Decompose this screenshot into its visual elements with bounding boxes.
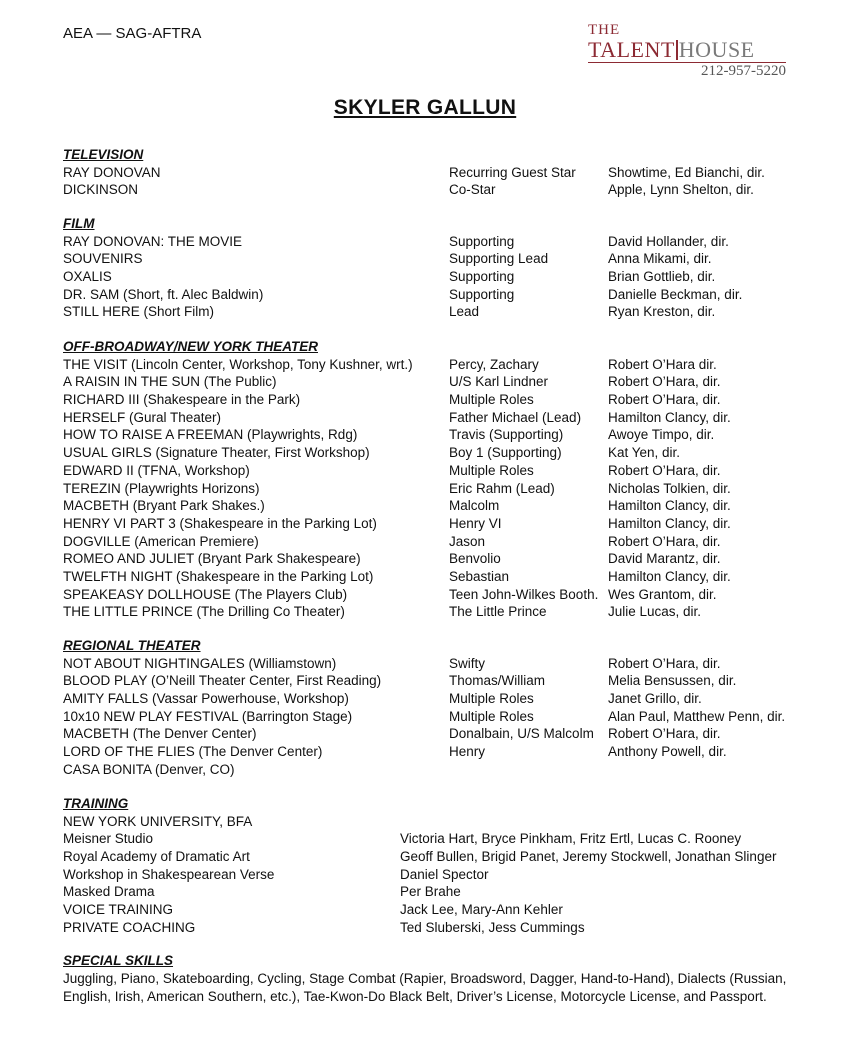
training-instructors: Jack Lee, Mary-Ann Kehler <box>400 902 563 918</box>
credit-row <box>63 655 793 673</box>
credit-title: RICHARD III (Shakespeare in the Park) <box>63 392 301 408</box>
training-instructors: Daniel Spector <box>400 866 489 882</box>
credit-row <box>63 761 793 779</box>
credit-director: Showtime, Ed Bianchi, dir. <box>608 164 765 180</box>
credit-role: Jason <box>449 533 486 549</box>
credit-row <box>63 426 793 444</box>
union-affiliations: AEA — SAG-AFTRA <box>63 25 202 42</box>
credit-director: David Marantz, dir. <box>608 551 721 567</box>
credit-role: Co-Star <box>449 182 496 198</box>
section-off-broadway <box>63 338 793 621</box>
training-program: PRIVATE COACHING <box>63 919 196 935</box>
credit-row <box>63 373 793 391</box>
training-row <box>63 866 793 884</box>
credit-role: Teen John-Wilkes Booth. <box>449 586 599 602</box>
credit-director: Wes Grantom, dir. <box>608 586 717 602</box>
credit-director: Robert O’Hara, dir. <box>608 533 721 549</box>
credit-role: Multiple Roles <box>449 392 534 408</box>
credit-role: Multiple Roles <box>449 708 534 724</box>
credit-role: Supporting <box>449 233 515 249</box>
credit-director: Robert O’Hara, dir. <box>608 655 721 671</box>
training-program: Meisner Studio <box>63 831 154 847</box>
logo-underline <box>588 62 786 63</box>
section-title: SPECIAL SKILLS <box>63 953 174 968</box>
credit-title: SOUVENIRS <box>63 251 143 267</box>
credit-list <box>63 164 793 199</box>
credit-director: Hamilton Clancy, dir. <box>608 568 731 584</box>
credit-title: DR. SAM (Short, ft. Alec Baldwin) <box>63 286 264 302</box>
section-television <box>63 146 793 199</box>
credit-director: Hamilton Clancy, dir. <box>608 409 731 425</box>
training-program: Workshop in Shakespearean Verse <box>63 866 275 882</box>
credit-title: MACBETH (The Denver Center) <box>63 726 257 742</box>
credit-row <box>63 444 793 462</box>
credit-title: HOW TO RAISE A FREEMAN (Playwrights, Rdg) <box>63 427 358 443</box>
actor-name: SKYLER GALLUN <box>333 96 517 119</box>
credit-row <box>63 268 793 286</box>
credit-role: Thomas/William <box>449 673 546 689</box>
credit-row <box>63 708 793 726</box>
credit-director: Brian Gottlieb, dir. <box>608 269 716 285</box>
credit-director: Julie Lucas, dir. <box>608 604 702 620</box>
credit-role: Multiple Roles <box>449 691 534 707</box>
credit-row <box>63 250 793 268</box>
training-row <box>63 813 793 831</box>
credit-director: David Hollander, dir. <box>608 233 729 249</box>
credit-row <box>63 533 793 551</box>
credit-list <box>63 356 793 621</box>
credit-title: HERSELF (Gural Theater) <box>63 409 222 425</box>
training-program: VOICE TRAINING <box>63 902 174 918</box>
credit-row <box>63 181 793 199</box>
credit-title: NOT ABOUT NIGHTINGALES (Williamstown) <box>63 655 337 671</box>
credit-title: HENRY VI PART 3 (Shakespeare in the Parking Lot) <box>63 515 377 531</box>
credit-title: RAY DONOVAN: THE MOVIE <box>63 233 243 249</box>
training-row <box>63 901 793 919</box>
credit-role: The Little Prince <box>449 604 547 620</box>
agency-logo-house: HOUSE <box>678 37 755 62</box>
credit-title: DICKINSON <box>63 182 139 198</box>
training-program: NEW YORK UNIVERSITY, BFA <box>63 813 253 829</box>
credit-director: Robert O’Hara dir. <box>608 356 717 372</box>
credit-director: Robert O’Hara, dir. <box>608 462 721 478</box>
credit-director: Apple, Lynn Shelton, dir. <box>608 182 754 198</box>
credit-role: Henry VI <box>449 515 502 531</box>
credit-director: Robert O’Hara, dir. <box>608 726 721 742</box>
credit-title: TEREZIN (Playwrights Horizons) <box>63 480 260 496</box>
credit-title: STILL HERE (Short Film) <box>63 304 215 320</box>
credit-list <box>63 655 793 779</box>
agency-logo-talent: TALENT <box>588 37 675 62</box>
training-row <box>63 919 793 937</box>
credit-role: Benvolio <box>449 551 501 567</box>
credit-title: ROMEO AND JULIET (Bryant Park Shakespeare) <box>63 551 361 567</box>
credit-row <box>63 409 793 427</box>
special-skills-text: Juggling, Piano, Skateboarding, Cycling, Stage Combat (Rapier, Broadsword, Dagger, Hand-to-Hand), Dialects (Russian, English, Irish, American Southern, etc.), Tae-Kwon-Do Black Belt, Driver’s License, Motorcycle License, and Passport. <box>63 970 787 1004</box>
training-row <box>63 883 793 901</box>
credit-role: Travis (Supporting) <box>449 427 564 443</box>
credit-row <box>63 725 793 743</box>
credit-director: Hamilton Clancy, dir. <box>608 498 731 514</box>
section-film <box>63 215 793 321</box>
credit-row <box>63 286 793 304</box>
training-row <box>63 848 793 866</box>
credit-row <box>63 515 793 533</box>
credit-row <box>63 690 793 708</box>
credit-role: Supporting Lead <box>449 251 549 267</box>
credit-role: Father Michael (Lead) <box>449 409 582 425</box>
credit-title: EDWARD II (TFNA, Workshop) <box>63 462 250 478</box>
training-row <box>63 830 793 848</box>
credit-title: USUAL GIRLS (Signature Theater, First Workshop) <box>63 445 370 461</box>
credit-title: CASA BONITA (Denver, CO) <box>63 761 235 777</box>
credit-role: Percy, Zachary <box>449 356 539 372</box>
credit-title: A RAISIN IN THE SUN (The Public) <box>63 374 277 390</box>
credit-director: Awoye Timpo, dir. <box>608 427 715 443</box>
credit-role: Donalbain, U/S Malcolm <box>449 726 594 742</box>
credit-title: SPEAKEASY DOLLHOUSE (The Players Club) <box>63 586 348 602</box>
credit-row <box>63 356 793 374</box>
section-training <box>63 795 793 937</box>
credit-row <box>63 480 793 498</box>
credit-list <box>63 233 793 321</box>
training-instructors: Ted Sluberski, Jess Cummings <box>400 919 585 935</box>
credit-row <box>63 550 793 568</box>
credit-role: Malcolm <box>449 498 500 514</box>
credit-director: Anthony Powell, dir. <box>608 744 727 760</box>
credit-role: Multiple Roles <box>449 462 534 478</box>
credit-row <box>63 391 793 409</box>
credit-title: MACBETH (Bryant Park Shakes.) <box>63 498 265 514</box>
section-title: FILM <box>63 216 95 231</box>
training-instructors: Per Brahe <box>400 884 461 900</box>
training-instructors: Victoria Hart, Bryce Pinkham, Fritz Ertl, Lucas C. Rooney <box>400 831 742 847</box>
credit-director: Robert O’Hara, dir. <box>608 392 721 408</box>
credit-director: Hamilton Clancy, dir. <box>608 515 731 531</box>
credit-title: BLOOD PLAY (O’Neill Theater Center, First Reading) <box>63 673 382 689</box>
credit-row <box>63 233 793 251</box>
agency-logo-wordmark <box>588 38 788 62</box>
credit-director: Robert O’Hara, dir. <box>608 374 721 390</box>
agency-logo-the: THE <box>588 22 621 38</box>
training-program: Royal Academy of Dramatic Art <box>63 849 250 865</box>
credit-title: AMITY FALLS (Vassar Powerhouse, Workshop) <box>63 691 349 707</box>
credit-title: THE VISIT (Lincoln Center, Workshop, Tony Kushner, wrt.) <box>63 356 413 372</box>
credit-director: Ryan Kreston, dir. <box>608 304 716 320</box>
credit-title: LORD OF THE FLIES (The Denver Center) <box>63 744 323 760</box>
agency-phone: 212-957-5220 <box>701 63 786 79</box>
credit-role: Sebastian <box>449 568 510 584</box>
credit-role: U/S Karl Lindner <box>449 374 549 390</box>
credit-role: Lead <box>449 304 480 320</box>
credit-director: Anna Mikami, dir. <box>608 251 712 267</box>
training-list <box>63 813 793 937</box>
credit-row <box>63 586 793 604</box>
credit-director: Alan Paul, Matthew Penn, dir. <box>608 708 786 724</box>
credit-row <box>63 603 793 621</box>
credit-row <box>63 303 793 321</box>
credit-director: Kat Yen, dir. <box>608 445 681 461</box>
credit-title: OXALIS <box>63 269 112 285</box>
credit-role: Recurring Guest Star <box>449 164 576 180</box>
section-regional-theater <box>63 637 793 779</box>
section-title: TELEVISION <box>63 147 144 162</box>
credit-director: Nicholas Tolkien, dir. <box>608 480 731 496</box>
credit-row <box>63 497 793 515</box>
credit-role: Eric Rahm (Lead) <box>449 480 555 496</box>
credit-row <box>63 743 793 761</box>
credit-director: Melia Bensussen, dir. <box>608 673 737 689</box>
credit-title: DOGVILLE (American Premiere) <box>63 533 259 549</box>
agency-logo <box>588 22 788 80</box>
section-title: OFF-BROADWAY/NEW YORK THEATER <box>63 339 318 354</box>
credit-role: Supporting <box>449 286 515 302</box>
credit-role: Henry <box>449 744 486 760</box>
credit-row <box>63 462 793 480</box>
credit-title: TWELFTH NIGHT (Shakespeare in the Parking Lot) <box>63 568 374 584</box>
section-title: TRAINING <box>63 796 129 811</box>
credit-title: THE LITTLE PRINCE (The Drilling Co Theater) <box>63 604 345 620</box>
credit-title: RAY DONOVAN <box>63 164 161 180</box>
logo-divider-bar <box>676 40 678 60</box>
credit-row <box>63 672 793 690</box>
credit-role: Supporting <box>449 269 515 285</box>
credit-row <box>63 164 793 182</box>
credit-row <box>63 568 793 586</box>
credit-director: Janet Grillo, dir. <box>608 691 702 707</box>
training-program: Masked Drama <box>63 884 155 900</box>
credit-role: Swifty <box>449 655 486 671</box>
section-special-skills <box>63 952 793 1006</box>
section-title: REGIONAL THEATER <box>63 638 201 653</box>
training-instructors: Geoff Bullen, Brigid Panet, Jeremy Stockwell, Jonathan Slinger <box>400 849 777 865</box>
credit-title: 10x10 NEW PLAY FESTIVAL (Barrington Stage) <box>63 708 353 724</box>
credit-role: Boy 1 (Supporting) <box>449 445 562 461</box>
credit-director: Danielle Beckman, dir. <box>608 286 743 302</box>
